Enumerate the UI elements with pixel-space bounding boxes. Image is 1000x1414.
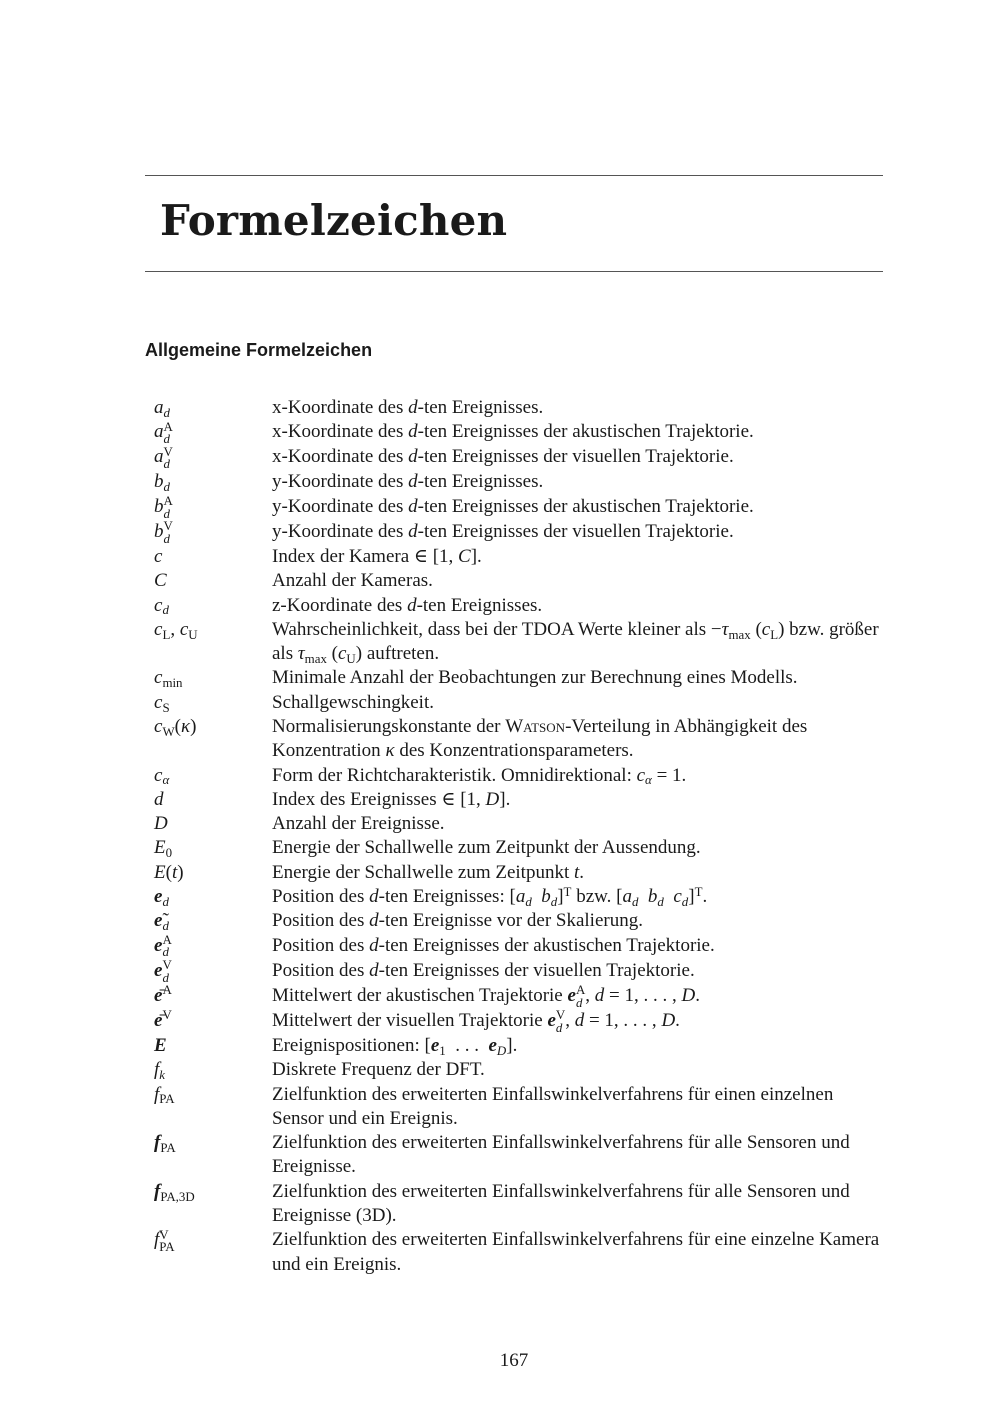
symbol-description: y-Koordinate des d-ten Ereignisses.: [272, 471, 544, 493]
symbol-description: Mittelwert der akustischen Trajektorie e A d , d = 1, . . . , D.: [272, 982, 700, 1010]
symbol-description: Diskrete Frequenz der DFT.: [272, 1059, 485, 1081]
symbol-description: Anzahl der Ereignisse.: [272, 813, 445, 835]
symbol: b A d: [154, 493, 173, 521]
symbol-description: x-Koordinate des d-ten Ereignisses.: [272, 397, 544, 418]
symbol-description: Energie der Schallwelle zum Zeitpunkt t.: [272, 861, 584, 883]
symbol: a V d: [154, 443, 173, 472]
symbol-description: Zielfunktion des erweiterten Einfallswinkelverfahrens für alle Sensoren und Ereignisse (3D).: [272, 1180, 850, 1227]
symbol-row: [154, 1083, 884, 1132]
symbol-description: Index des Ereignisses ∈ [1, D].: [272, 788, 511, 810]
symbol-description: Zielfunktion des erweiterten Einfallswinkelverfahrens für alle Sensoren und Ereignisse.: [272, 1132, 850, 1178]
symbol-row: [154, 812, 884, 836]
symbol-row: [154, 909, 884, 933]
section-title: Allgemeine Formelzeichen: [145, 340, 373, 360]
symbol-row: [154, 594, 884, 618]
symbol: $f_{PA}$: [154, 1132, 176, 1156]
symbol-description: y-Koordinate des d-ten Ereignisses der visuellen Trajektorie.: [272, 520, 734, 542]
symbol-row: [154, 1228, 884, 1277]
symbol: $a_d$: [154, 397, 170, 420]
symbol-row: [154, 445, 884, 470]
header-rule-bottom: [145, 271, 883, 272]
symbol-row: [154, 788, 884, 812]
symbol-row: [154, 666, 884, 690]
symbol-description: Anzahl der Kameras.: [272, 570, 433, 592]
symbol-row: [154, 715, 884, 764]
header-rule-top: [145, 175, 883, 176]
symbol: $f_k$: [154, 1059, 166, 1083]
symbol: b V d: [154, 518, 173, 546]
symbol-row: [154, 495, 884, 520]
symbol: $E_0$: [154, 837, 173, 861]
symbol: E(t): [154, 861, 184, 883]
symbol: c: [154, 545, 163, 567]
symbol: $c_{min}$: [154, 667, 183, 691]
symbol-description: Position des d-ten Ereignisses der visuellen Trajektorie.: [272, 959, 695, 981]
symbol-description: Position des d-ten Ereignisse vor der Skalierung.: [272, 910, 643, 932]
symbol-description: y-Koordinate des d-ten Ereignisses der akustischen Trajektorie.: [272, 495, 754, 517]
symbol: $e^V$: [154, 1007, 172, 1031]
symbol-row: [154, 836, 884, 860]
symbol-row: [154, 545, 884, 569]
symbol-description: Index der Kamera ∈ [1, C].: [272, 545, 482, 567]
symbol-row: [154, 959, 884, 984]
symbol: $e_d$: [154, 886, 169, 909]
symbol: $c_S$: [154, 691, 170, 715]
symbol: $c_d$: [154, 594, 169, 618]
symbol-description: Form der Richtcharakteristik. Omnidirektional: $c_\alpha = 1$.: [272, 764, 687, 788]
symbol-description: Minimale Anzahl der Beobachtungen zur Berechnung eines Modells.: [272, 667, 798, 689]
symbol: a A d: [154, 418, 173, 447]
symbol-description: Ereignispositionen: [$e_1$ . . . $e_D$].: [272, 1034, 518, 1058]
symbol: d: [154, 788, 164, 810]
symbol-row: [154, 1034, 884, 1058]
symbol: E: [154, 1034, 167, 1056]
chapter-title: Formelzeichen: [160, 196, 508, 245]
symbol-list: [154, 396, 884, 1277]
symbol-row: [154, 618, 884, 667]
symbol-description: Position des d-ten Ereignisses der akustischen Trajektorie.: [272, 934, 715, 956]
symbol-description: Wahrscheinlichkeit, dass bei der TDOA Werte kleiner als $-\tau_{max}$ $(c_L)$ bzw. größer als $\tau_{max}$ $(c_U)$ auftreten.: [272, 618, 879, 666]
symbol-row: [154, 1131, 884, 1180]
symbol-description: Position des d-ten Ereignisses: [$a_d$ $b_d]^T$ bzw. [$a_d$ $b_d$ $c_d]^T$.: [272, 883, 708, 909]
symbol-description: x-Koordinate des d-ten Ereignisses der akustischen Trajektorie.: [272, 421, 754, 443]
symbol: $c_W(\kappa)$: [154, 715, 197, 739]
symbol: $e_d$: [154, 910, 169, 934]
symbol-description: Zielfunktion des erweiterten Einfallswinkelverfahrens für einen einzelnen Sensor und ein Ereignis.: [272, 1083, 834, 1129]
symbol-description: Mittelwert der visuellen Trajektorie e V d , d = 1, . . . , D.: [272, 1007, 680, 1035]
symbol-row: [154, 470, 884, 494]
symbol-description: Zielfunktion des erweiterten Einfallswinkelverfahrens für eine einzelne Kamera und ein Ereignis.: [272, 1229, 880, 1275]
symbol: f V PA: [154, 1226, 175, 1255]
symbol-description: x-Koordinate des d-ten Ereignisses der visuellen Trajektorie.: [272, 446, 734, 468]
symbol-row: [154, 396, 884, 420]
page-number: 167: [499, 1350, 529, 1371]
symbol-row: [154, 1180, 884, 1229]
symbol-row: [154, 569, 884, 593]
symbol-description: Schallgewschingkeit.: [272, 691, 434, 713]
symbol-row: [154, 984, 884, 1009]
symbol-row: [154, 885, 884, 909]
symbol: e A d: [154, 932, 172, 960]
symbol-row: [154, 1058, 884, 1082]
symbol-row: [154, 1009, 884, 1034]
symbol-description: z-Koordinate des d-ten Ereignisses.: [272, 594, 543, 616]
symbol-row: [154, 764, 884, 788]
symbol-row: [154, 520, 884, 545]
symbol-row: [154, 420, 884, 445]
symbol: D: [154, 813, 168, 835]
symbol: $b_d$: [154, 471, 170, 495]
symbol: C: [154, 570, 167, 592]
symbol-description: Energie der Schallwelle zum Zeitpunkt der Aussendung.: [272, 837, 701, 859]
symbol: $f_{PA}$: [154, 1083, 175, 1107]
symbol: $c_L$, $c_U$: [154, 618, 198, 642]
symbol-row: [154, 691, 884, 715]
symbol: e V d: [154, 957, 172, 985]
symbol: $c_\alpha$: [154, 764, 170, 788]
symbol-description: Normalisierungskonstante der Watson-Verteilung in Abhängigkeit des Konzentration κ des Konzentrationsparameters.: [272, 715, 808, 762]
symbol: $f_{PA,3D}$: [154, 1180, 195, 1204]
symbol-row: [154, 934, 884, 959]
symbol: $e^A$: [154, 982, 172, 1006]
symbol-row: [154, 861, 884, 885]
